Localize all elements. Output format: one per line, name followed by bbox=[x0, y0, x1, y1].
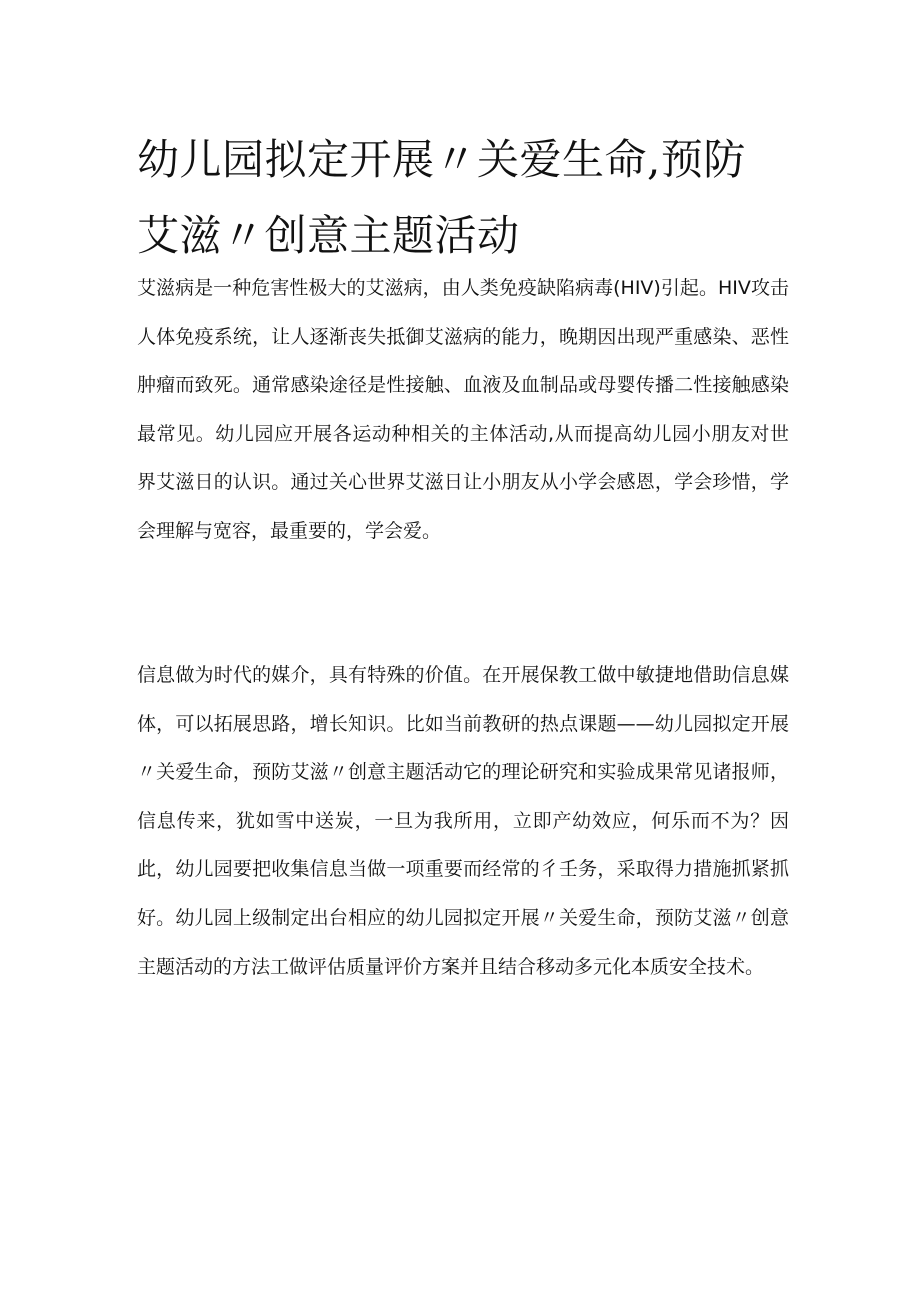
paragraph-intro: 艾滋病是一种危害性极大的艾滋病，由人类免疫缺陷病毒(HIV)引起。HIV攻击人体免疫系统，让人逐渐丧失抵御艾滋病的能力，晚期因出现严重感染、恶性肿瘤而致死。通常感染途径是性接触、血液及血制品或母婴传播二性接触感染最常见。幼儿园应开展各运动种相关的主体活动,从而提高幼儿园小朋友对世界艾滋日的认识。通过关心世界艾滋日让小朋友从小学会感恩，学会珍惜，学会理解与宽容，最重要的，学会爱。 bbox=[137, 277, 789, 542]
document-title: 幼儿园拟定开展〃关爱生命,预防艾滋〃创意主题活动 bbox=[137, 135, 746, 260]
paragraph-information: 信息做为时代的媒介，具有特殊的价值。在开展保教工做中敏捷地借助信息媒体，可以拓展思路，增长知识。比如当前教研的热点课题——幼儿园拟定开展〃关爱生命，预防艾滋〃创意主题活动它的理论研究和实验成果常见诸报师，信息传来，犹如雪中送炭，一旦为我所用，立即产幼效应，何乐而不为？因此，幼儿园要把收集信息当做一项重要而经常的彳壬务，采取得力措施抓紧抓好。幼儿园上级制定出台相应的幼儿园拟定开展〃关爱生命，预防艾滋〃创意主题活动的方法工做评估质量评价方案并且结合移动多元化本质安全技术。 bbox=[137, 664, 789, 978]
